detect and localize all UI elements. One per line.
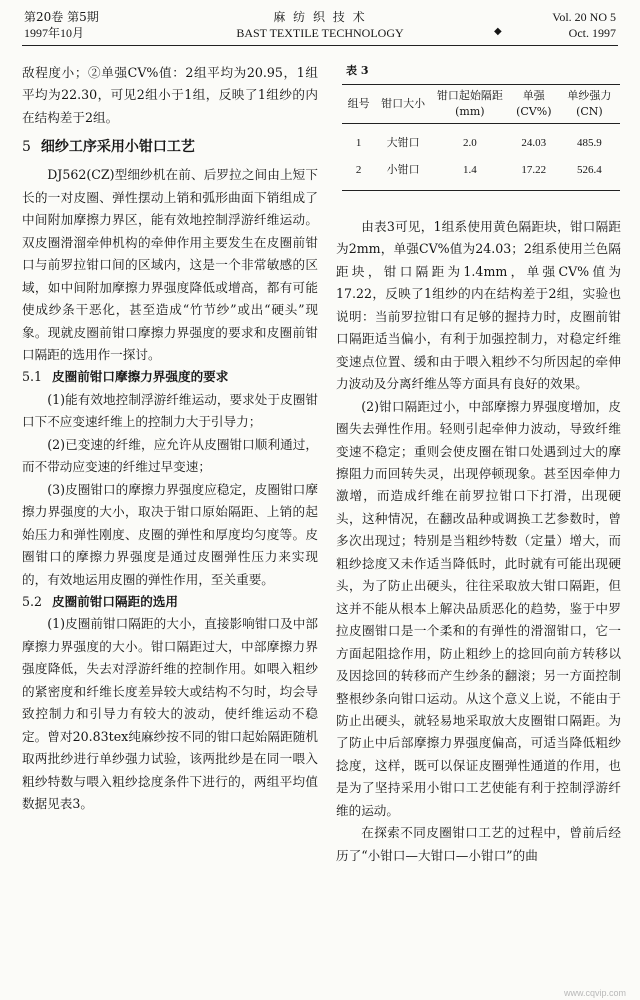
cell-group: 1 — [355, 137, 362, 149]
header-strength: 单纱强力 (CN) — [559, 85, 620, 124]
requirement-1: (1)能有效地控制浮游纤维运动，要求处于皮圈钳口下不应变速纤维上的控制力大于引导力； — [22, 391, 318, 430]
left-column — [22, 62, 318, 816]
cell-gauge: 2.0 — [462, 137, 477, 149]
header-rule — [22, 45, 618, 46]
gauge-paragraph-1: (1)皮圈前钳口隔距的大小，直接影响钳口及中部摩擦力界强度的大小。钳口隔距过大，中部摩擦力界强度降低，失去对浮游纤维的控制作用。如喂入粗纱的紧密度和纤维长度差异较大或结构不匀时，均会导致控制力和引导力有较大的波动，使纤维运动不稳定。曾对20.83tex纯麻纱按不同的钳口起始隔距随机取两批纱进行单纱强力试验，该两批纱是在同一喂入粗纱特数与喂入粗纱捻度条件下进行的，两组平均值数据见表3。 — [22, 616, 318, 812]
right-column — [336, 216, 621, 867]
cell-nip-size: 小钳口 — [375, 151, 431, 191]
cell-gauge: 1.4 — [431, 151, 509, 191]
data-table — [342, 84, 620, 191]
small-gauge-paragraph: (2)钳口隔距过小，中部摩擦力界强度增加，皮圈失去弹性作用。轻则引起牵伸力波动，导致纤维变速不稳定；重则会使皮圈在钳口处遇到过大的摩擦阻力而回转失灵，出现停顿现象。甚至因牵伸力激增，而造成纤维在前罗拉钳口下打滑，出现硬头，这种情况，在翻改品种或调换工艺参数时，曾多次出现过；特别是当粗纱特数（定量）增大，而粗纱捻度又未作适当降低时，此时就有可能出现硬头，为了防止出硬头，往往采取放大钳口隔距，但这并不能从根本上解决品质恶化的趋势，鉴于中罗拉皮圈钳口是一个柔和的有弹性的滑溜钳口，它一方面起阻捻作用，防止粗纱上的捻回向前方转移以及因捻回的转移而产生纱条的翻滚；另一方面控制整根纱条向钳口运动。从这个意义上说，不能由于防止出硬头，就轻易地采取放大皮圈钳口隔距。为了防止中后部摩擦力界强度偏高，可适当降低粗纱捻度，这样，既可以保证皮圈弹性通道的作用，也是为了坚持采用小钳口工艺使能有利于控制浮游纤维的运动。 — [336, 398, 621, 818]
cell-group: 2 — [342, 151, 375, 191]
header-nip-size: 钳口大小 — [375, 85, 431, 124]
subsection-number: 5.2 — [22, 593, 43, 609]
journal-title-cn: 麻 纺 织 技 术 — [273, 10, 367, 24]
watermark: www.cqvip.com — [563, 988, 626, 998]
issue-date: 1997年10月 — [24, 26, 85, 40]
cell-cv: 24.03 — [521, 137, 547, 149]
subsection-5-1-heading — [22, 366, 318, 388]
header-cv: 单强 (CV%) — [509, 85, 559, 124]
volume-issue: 第20卷 第5期 — [24, 10, 99, 24]
page-header — [22, 6, 618, 44]
section-number: 5 — [22, 139, 31, 156]
header-group: 组号 — [342, 85, 375, 124]
volume-en: Vol. 20 NO 5 — [552, 10, 616, 24]
journal-issue-en — [552, 9, 616, 41]
section-5-paragraph: DJ562(CZ)型细纱机在前、后罗拉之间由上短下长的一对皮圈、弹性摆动上销和弧形曲面下销组成了中间附加摩擦力界区，能有效地控制浮游纤维运动。双皮圈滑溜牵伸机构的牵伸作用主要发生在皮圈前钳口与前罗拉钳口间的区域内，这是一个非常敏感的区域，如中间附加摩擦力界强度降低或增高，都有可能使成纱条干恶化，甚至造成“竹节纱”或出“硬头”现象。现就皮圈前钳口摩擦力界强度的要求和皮圈前钳口隔距的选用作一探讨。 — [22, 167, 318, 362]
table-row — [342, 124, 620, 152]
intro-paragraph: 敌程度小；②单强CV%值：2组平均为20.95，1组平均为22.30，可见2组小于1组，反映了1组纱的内在结构差于2组。 — [22, 65, 318, 125]
requirement-3: (3)皮圈钳口的摩擦力界强度应稳定，皮圈钳口摩擦力界强度的大小，取决于钳口原始隔距、上销的起始压力和弹性刚度、皮圈的弹性和厚度均匀度等。皮圈钳口的摩擦力界强度是通过皮圈弹性压力来实现的，有效地运用皮圈的弹性作用，至关重要。 — [22, 481, 318, 587]
requirement-2: (2)已变速的纤维，应允许从皮圈钳口顺利通过，而不带动应变速的纤维过早变速； — [22, 436, 318, 475]
diamond-mark-icon: ◆ — [494, 26, 502, 37]
subsection-title: 皮圈前钳口摩擦力界强度的要求 — [52, 369, 229, 385]
cell-strength: 485.9 — [577, 137, 602, 149]
cell-nip-size: 大钳口 — [386, 136, 420, 149]
journal-title — [22, 9, 618, 41]
table-row — [342, 151, 620, 191]
table-3 — [342, 64, 620, 191]
table-header-row — [342, 85, 620, 124]
subsection-5-2-heading — [22, 591, 318, 613]
section-title: 细纱工序采用小钳口工艺 — [40, 139, 195, 156]
table-discussion-paragraph: 由表3可见，1组系使用黄色隔距块，钳口隔距为2mm，单强CV%值为24.03；2组系使用兰色隔距块，钳口隔距为1.4mm，单强CV%值为17.22，反映了1组纱的内在结构差于2组，实验也说明：当前罗拉钳口有足够的握持力时，皮圈前钳口隔距适当偏小，有利于加强控制力，对稳定纤维变速点位置、缓和由于喂入粗纱不匀所因起的牵伸力波动及分离纤维丛等方面具有良好的效果。 — [336, 219, 621, 392]
cell-cv: 17.22 — [509, 151, 559, 191]
cell-strength: 526.4 — [559, 151, 620, 191]
section-5-heading — [22, 129, 318, 164]
journal-title-en: BAST TEXTILE TECHNOLOGY — [236, 26, 404, 40]
date-en: Oct. 1997 — [568, 26, 616, 40]
history-paragraph: 在探索不同皮圈钳口工艺的过程中，曾前后经历了“小钳口—大钳口—小钳口”的曲 — [336, 825, 621, 863]
header-gauge: 钳口起始隔距 (mm) — [431, 85, 509, 124]
table-caption: 表 3 — [346, 64, 369, 77]
subsection-number: 5.1 — [22, 369, 43, 385]
subsection-title: 皮圈前钳口隔距的选用 — [52, 593, 178, 609]
